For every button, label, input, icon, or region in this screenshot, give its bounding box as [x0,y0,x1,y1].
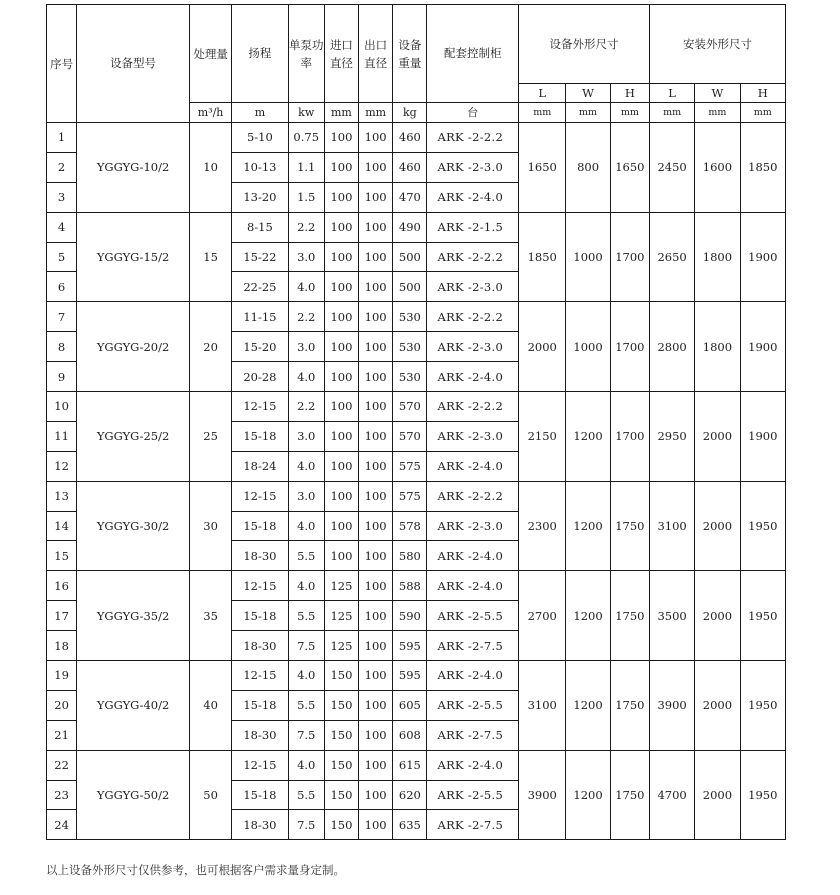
table-row [47,661,786,691]
inlet-cell: 100 [324,332,358,362]
model-cell: YGGYG-30/2 [77,481,190,571]
capacity-cell: 30 [189,481,231,571]
weight-cell: 595 [393,661,427,691]
head-cell: 18-30 [232,810,288,840]
model-cell: YGGYG-20/2 [77,302,190,392]
header-seq: 序号 [47,5,77,123]
row-number: 5 [47,242,77,272]
header-capacity: 处理量 [189,5,231,103]
header-row [47,5,786,84]
inlet-cell: 100 [324,242,358,272]
outlet-cell: 100 [359,451,393,481]
control-cabinet-cell: ARK -2-3.0 [427,421,519,451]
install-dim-w: 1800 [695,302,740,392]
equip-dim-w: 1200 [566,392,610,482]
unit-capacity: m³/h [189,103,231,123]
inlet-cell: 100 [324,541,358,571]
head-cell: 15-18 [232,421,288,451]
row-number: 15 [47,541,77,571]
weight-cell: 580 [393,541,427,571]
row-number: 22 [47,750,77,780]
head-cell: 18-30 [232,541,288,571]
power-cell: 1.5 [288,182,324,212]
head-cell: 18-30 [232,720,288,750]
outlet-cell: 100 [359,541,393,571]
power-cell: 4.0 [288,362,324,392]
row-number: 3 [47,182,77,212]
dim-unit: mm [740,103,785,123]
outlet-cell: 100 [359,332,393,362]
install-dim-l: 4700 [649,750,694,840]
weight-cell: 575 [393,481,427,511]
power-cell: 4.0 [288,661,324,691]
outlet-cell: 100 [359,152,393,182]
table-row [47,750,786,780]
capacity-cell: 25 [189,392,231,482]
head-cell: 15-18 [232,690,288,720]
install-dim-h: 1950 [740,750,785,840]
control-cabinet-cell: ARK -2-4.0 [427,571,519,601]
capacity-cell: 10 [189,123,231,213]
dim-unit: mm [519,103,566,123]
dim-label: W [695,84,740,103]
equip-dim-w: 1200 [566,571,610,661]
dim-label: H [740,84,785,103]
weight-cell: 635 [393,810,427,840]
inlet-cell: 150 [324,750,358,780]
row-number: 21 [47,720,77,750]
control-cabinet-cell: ARK -2-4.0 [427,541,519,571]
weight-cell: 588 [393,571,427,601]
power-cell: 4.0 [288,272,324,302]
equip-dim-l: 2000 [519,302,566,392]
outlet-cell: 100 [359,571,393,601]
unit-inlet: mm [324,103,358,123]
inlet-cell: 100 [324,152,358,182]
equip-dim-l: 3100 [519,661,566,751]
head-cell: 15-20 [232,332,288,362]
row-number: 2 [47,152,77,182]
head-cell: 18-24 [232,451,288,481]
power-cell: 7.5 [288,720,324,750]
equip-dim-h: 1650 [610,123,649,213]
equip-dim-h: 1750 [610,661,649,751]
inlet-cell: 150 [324,690,358,720]
inlet-cell: 100 [324,362,358,392]
weight-cell: 570 [393,392,427,422]
row-number: 16 [47,571,77,601]
weight-cell: 500 [393,242,427,272]
install-dim-h: 1900 [740,392,785,482]
row-number: 9 [47,362,77,392]
outlet-cell: 100 [359,720,393,750]
power-cell: 5.5 [288,690,324,720]
head-cell: 20-28 [232,362,288,392]
outlet-cell: 100 [359,601,393,631]
control-cabinet-cell: ARK -2-4.0 [427,451,519,481]
control-cabinet-cell: ARK -2-4.0 [427,750,519,780]
table-row [47,392,786,422]
control-cabinet-cell: ARK -2-3.0 [427,272,519,302]
dim-label: L [519,84,566,103]
table-row [47,212,786,242]
capacity-cell: 35 [189,571,231,661]
model-cell: YGGYG-35/2 [77,571,190,661]
row-number: 23 [47,780,77,810]
table-row [47,571,786,601]
install-dim-l: 3900 [649,661,694,751]
head-cell: 15-22 [232,242,288,272]
control-cabinet-cell: ARK -2-1.5 [427,212,519,242]
head-cell: 12-15 [232,661,288,691]
equip-dim-h: 1700 [610,392,649,482]
weight-cell: 530 [393,332,427,362]
weight-cell: 490 [393,212,427,242]
weight-cell: 620 [393,780,427,810]
inlet-cell: 125 [324,601,358,631]
row-number: 18 [47,631,77,661]
weight-cell: 590 [393,601,427,631]
dim-unit: mm [610,103,649,123]
install-dim-w: 2000 [695,481,740,571]
control-cabinet-cell: ARK -2-3.0 [427,152,519,182]
unit-control: 台 [427,103,519,123]
control-cabinet-cell: ARK -2-4.0 [427,182,519,212]
weight-cell: 470 [393,182,427,212]
equip-dim-w: 1200 [566,481,610,571]
install-dim-w: 1800 [695,212,740,302]
unit-power: kw [288,103,324,123]
head-cell: 12-15 [232,392,288,422]
table-row [47,123,786,153]
control-cabinet-cell: ARK -2-4.0 [427,661,519,691]
inlet-cell: 100 [324,212,358,242]
install-dim-l: 2950 [649,392,694,482]
outlet-cell: 100 [359,481,393,511]
table-row [47,481,786,511]
install-dim-l: 3500 [649,571,694,661]
install-dim-h: 1850 [740,123,785,213]
outlet-cell: 100 [359,690,393,720]
outlet-cell: 100 [359,123,393,153]
row-number: 24 [47,810,77,840]
outlet-cell: 100 [359,362,393,392]
head-cell: 12-15 [232,750,288,780]
inlet-cell: 150 [324,780,358,810]
control-cabinet-cell: ARK -2-4.0 [427,362,519,392]
head-cell: 22-25 [232,272,288,302]
control-cabinet-cell: ARK -2-2.2 [427,392,519,422]
header-head: 扬程 [232,5,288,103]
install-dim-h: 1950 [740,571,785,661]
weight-cell: 615 [393,750,427,780]
capacity-cell: 40 [189,661,231,751]
header-outlet: 出口直径 [359,5,393,103]
weight-cell: 460 [393,123,427,153]
weight-cell: 530 [393,362,427,392]
power-cell: 2.2 [288,212,324,242]
control-cabinet-cell: ARK -2-5.5 [427,780,519,810]
header-equip-dims: 设备外形尺寸 [519,5,650,84]
outlet-cell: 100 [359,272,393,302]
inlet-cell: 100 [324,481,358,511]
power-cell: 5.5 [288,780,324,810]
head-cell: 12-15 [232,481,288,511]
row-number: 19 [47,661,77,691]
inlet-cell: 100 [324,511,358,541]
row-number: 8 [47,332,77,362]
power-cell: 2.2 [288,302,324,332]
model-cell: YGGYG-10/2 [77,123,190,213]
equip-dim-w: 800 [566,123,610,213]
control-cabinet-cell: ARK -2-3.0 [427,511,519,541]
model-cell: YGGYG-25/2 [77,392,190,482]
power-cell: 4.0 [288,511,324,541]
unit-weight: kg [393,103,427,123]
model-cell: YGGYG-50/2 [77,750,190,840]
equip-dim-w: 1000 [566,212,610,302]
row-number: 13 [47,481,77,511]
weight-cell: 570 [393,421,427,451]
weight-cell: 608 [393,720,427,750]
equip-dim-l: 1850 [519,212,566,302]
power-cell: 3.0 [288,481,324,511]
install-dim-h: 1900 [740,302,785,392]
power-cell: 0.75 [288,123,324,153]
control-cabinet-cell: ARK -2-7.5 [427,810,519,840]
weight-cell: 605 [393,690,427,720]
equip-dim-w: 1000 [566,302,610,392]
row-number: 1 [47,123,77,153]
capacity-cell: 50 [189,750,231,840]
header-install-dims: 安装外形尺寸 [649,5,785,84]
dim-unit: mm [566,103,610,123]
install-dim-l: 3100 [649,481,694,571]
unit-head: m [232,103,288,123]
header-control: 配套控制柜 [427,5,519,103]
equip-dim-h: 1750 [610,571,649,661]
install-dim-h: 1950 [740,481,785,571]
equip-dim-h: 1750 [610,750,649,840]
inlet-cell: 100 [324,272,358,302]
power-cell: 4.0 [288,571,324,601]
inlet-cell: 100 [324,123,358,153]
power-cell: 5.5 [288,601,324,631]
outlet-cell: 100 [359,182,393,212]
weight-cell: 530 [393,302,427,332]
install-dim-w: 2000 [695,571,740,661]
power-cell: 5.5 [288,541,324,571]
install-dim-w: 1600 [695,123,740,213]
head-cell: 11-15 [232,302,288,332]
head-cell: 12-15 [232,571,288,601]
power-cell: 3.0 [288,332,324,362]
inlet-cell: 100 [324,392,358,422]
header-power: 单泵功率 [288,5,324,103]
inlet-cell: 100 [324,421,358,451]
outlet-cell: 100 [359,242,393,272]
row-number: 17 [47,601,77,631]
equip-dim-l: 2300 [519,481,566,571]
control-cabinet-cell: ARK -2-2.2 [427,481,519,511]
outlet-cell: 100 [359,212,393,242]
inlet-cell: 150 [324,810,358,840]
head-cell: 15-18 [232,511,288,541]
install-dim-w: 2000 [695,392,740,482]
row-number: 7 [47,302,77,332]
equipment-spec-table [46,4,786,840]
equip-dim-l: 3900 [519,750,566,840]
outlet-cell: 100 [359,421,393,451]
install-dim-h: 1900 [740,212,785,302]
row-number: 6 [47,272,77,302]
control-cabinet-cell: ARK -2-7.5 [427,631,519,661]
dim-label: L [649,84,694,103]
control-cabinet-cell: ARK -2-2.2 [427,302,519,332]
row-number: 11 [47,421,77,451]
row-number: 14 [47,511,77,541]
head-cell: 15-18 [232,601,288,631]
dim-label: H [610,84,649,103]
inlet-cell: 100 [324,182,358,212]
inlet-cell: 100 [324,451,358,481]
header-weight: 设备重量 [393,5,427,103]
control-cabinet-cell: ARK -2-2.2 [427,242,519,272]
power-cell: 1.1 [288,152,324,182]
equip-dim-h: 1700 [610,302,649,392]
outlet-cell: 100 [359,392,393,422]
power-cell: 7.5 [288,631,324,661]
row-number: 4 [47,212,77,242]
install-dim-h: 1950 [740,661,785,751]
head-cell: 15-18 [232,780,288,810]
equip-dim-l: 1650 [519,123,566,213]
header-inlet: 进口直径 [324,5,358,103]
control-cabinet-cell: ARK -2-5.5 [427,601,519,631]
inlet-cell: 100 [324,302,358,332]
install-dim-w: 2000 [695,661,740,751]
weight-cell: 500 [393,272,427,302]
head-cell: 13-20 [232,182,288,212]
control-cabinet-cell: ARK -2-7.5 [427,720,519,750]
capacity-cell: 20 [189,302,231,392]
control-cabinet-cell: ARK -2-2.2 [427,123,519,153]
inlet-cell: 125 [324,571,358,601]
head-cell: 18-30 [232,631,288,661]
inlet-cell: 150 [324,720,358,750]
power-cell: 4.0 [288,451,324,481]
outlet-cell: 100 [359,810,393,840]
head-cell: 10-13 [232,152,288,182]
table-row [47,302,786,332]
equip-dim-w: 1200 [566,661,610,751]
weight-cell: 595 [393,631,427,661]
inlet-cell: 150 [324,661,358,691]
head-cell: 5-10 [232,123,288,153]
equip-dim-h: 1700 [610,212,649,302]
inlet-cell: 125 [324,631,358,661]
outlet-cell: 100 [359,780,393,810]
unit-outlet: mm [359,103,393,123]
outlet-cell: 100 [359,661,393,691]
control-cabinet-cell: ARK -2-3.0 [427,332,519,362]
footnote: 以上设备外形尺寸仅供参考，也可根据客户需求量身定制。 [46,863,345,877]
install-dim-w: 2000 [695,750,740,840]
power-cell: 2.2 [288,392,324,422]
outlet-cell: 100 [359,750,393,780]
equip-dim-l: 2700 [519,571,566,661]
row-number: 10 [47,392,77,422]
outlet-cell: 100 [359,302,393,332]
dim-unit: mm [649,103,694,123]
weight-cell: 575 [393,451,427,481]
dim-label: W [566,84,610,103]
equip-dim-w: 1200 [566,750,610,840]
power-cell: 7.5 [288,810,324,840]
capacity-cell: 15 [189,212,231,302]
equip-dim-h: 1750 [610,481,649,571]
head-cell: 8-15 [232,212,288,242]
outlet-cell: 100 [359,511,393,541]
control-cabinet-cell: ARK -2-5.5 [427,690,519,720]
model-cell: YGGYG-40/2 [77,661,190,751]
power-cell: 3.0 [288,242,324,272]
outlet-cell: 100 [359,631,393,661]
row-number: 12 [47,451,77,481]
install-dim-l: 2800 [649,302,694,392]
install-dim-l: 2450 [649,123,694,213]
equip-dim-l: 2150 [519,392,566,482]
power-cell: 3.0 [288,421,324,451]
dim-unit: mm [695,103,740,123]
row-number: 20 [47,690,77,720]
weight-cell: 578 [393,511,427,541]
weight-cell: 460 [393,152,427,182]
model-cell: YGGYG-15/2 [77,212,190,302]
power-cell: 4.0 [288,750,324,780]
header-model: 设备型号 [77,5,190,123]
install-dim-l: 2650 [649,212,694,302]
